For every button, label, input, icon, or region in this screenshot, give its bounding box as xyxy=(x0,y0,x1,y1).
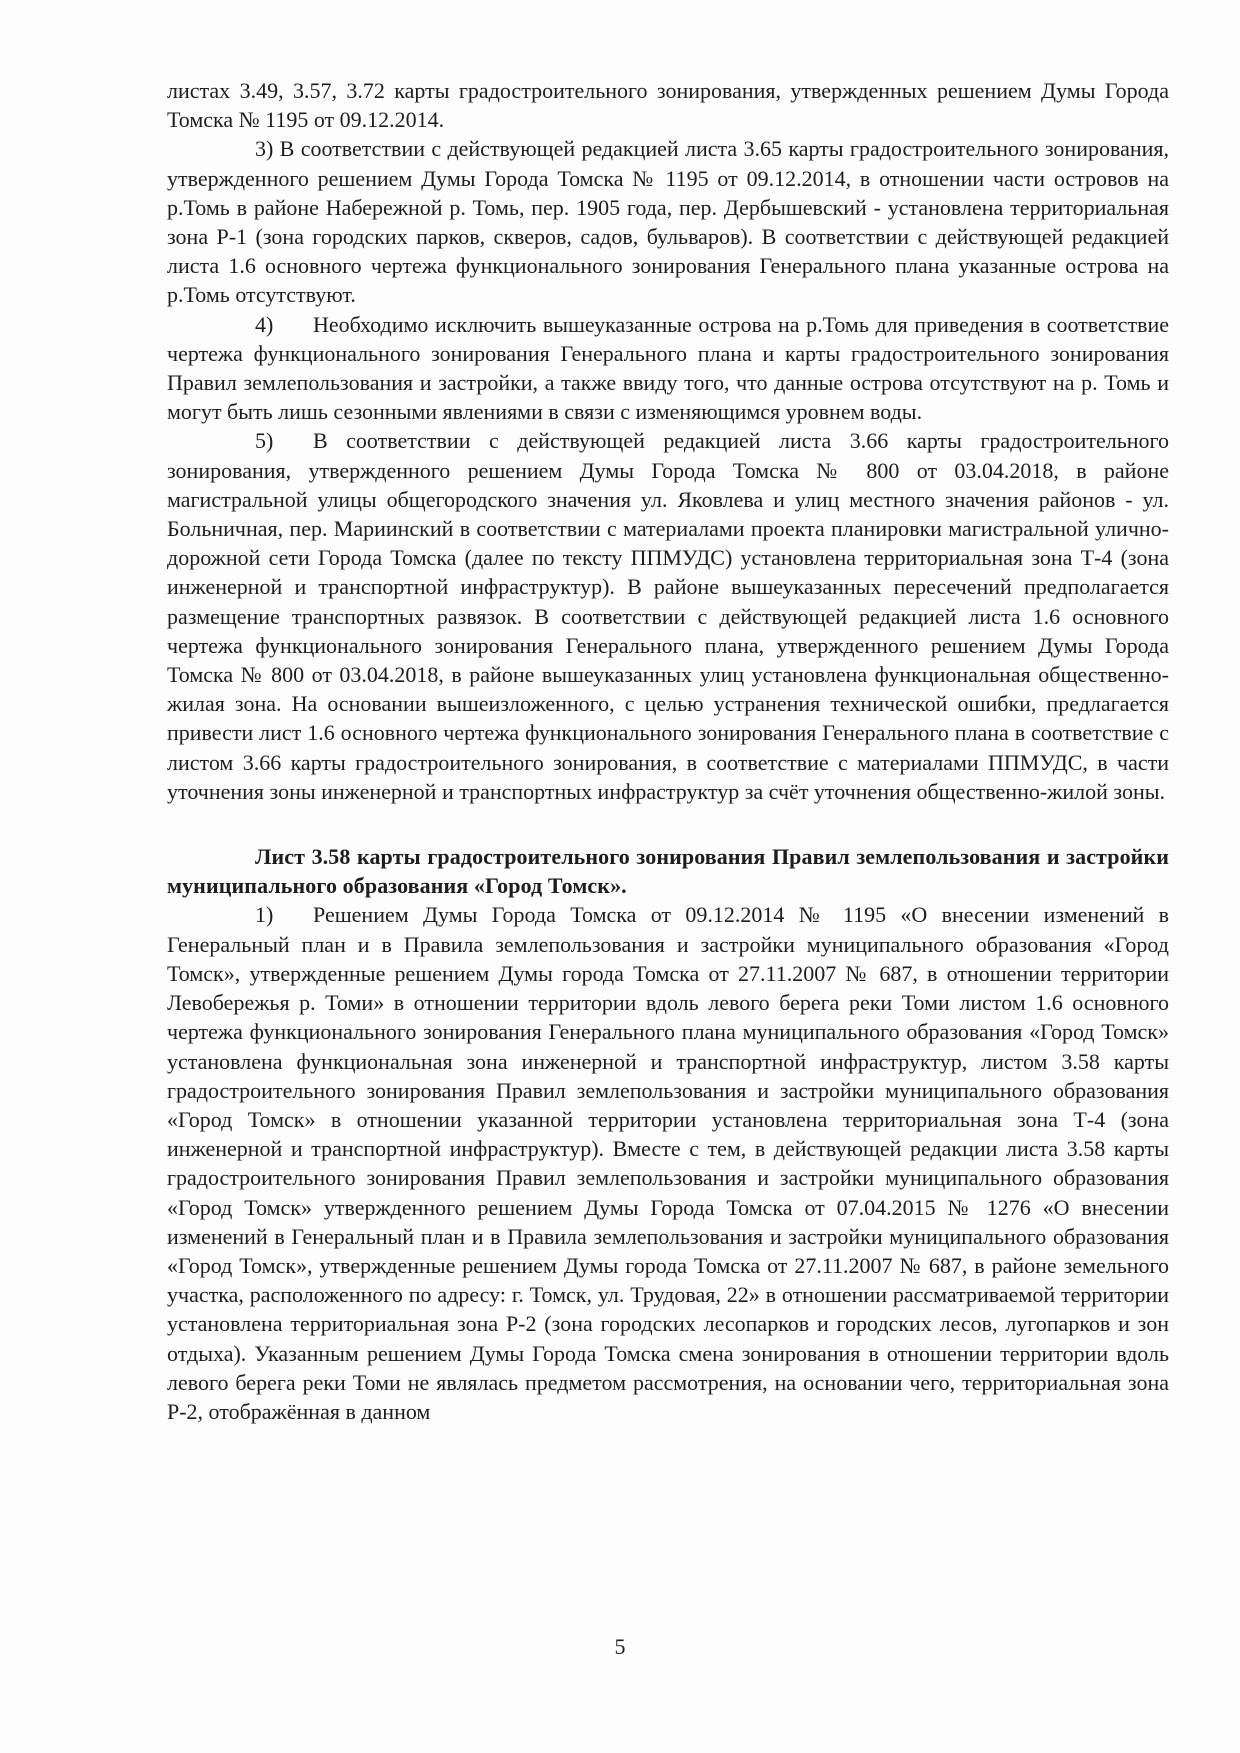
paragraph-item-3: 3) В соответствии с действующей редакцией листа 3.65 карты градостроительного зонирования, утвержденного решением Думы Города Томска № 1195 от 09.12.2014, в отношении части островов на р.Томь в районе Набережной р. Томь, пер. 1905 года, пер. Дербышевский - установлена территориальная зона Р-1 (зона городских парков, скверов, садов, бульваров). В соответствии с действующей редакцией листа 1.6 основного чертежа функционального зонирования Генерального плана указанные острова на р.Томь отсутствуют. xyxy=(167,136,1169,308)
item-text: Решением Думы Города Томска от 09.12.2014 № 1195 «О внесении изменений в Генеральный план и в Правила землепользования и застройки муниципального образования «Город Томск», утвержденные решением Думы города Томска от 27.11.2007 № 687, в отношении территории Левобережья р. Томи» в отношении территории вдоль левого берега реки Томи листом 1.6 основного чертежа функционального зонирования Генерального плана муниципального образования «Город Томск» установлена функциональная зона инженерной и транспортной инфраструктур, листом 3.58 карты градостроительного зонирования Правил землепользования и застройки муниципального образования «Город Томск» в отношении указанной территории установлена территориальная зона Т-4 (зона инженерной и транспортной инфраструктур). Вместе с тем, в действующей редакции листа 3.58 карты градостроительного зонирования Правил землепользования и застройки муниципального образования «Город Томск» утвержденного решением Думы Города Томска от 07.04.2015 № 1276 «О внесении изменений в Генеральный план и в Правила землепользования и застройки муниципального образования «Город Томск», утвержденные решением Думы города Томска от 27.11.2007 № 687, в районе земельного участка, расположенного по адресу: г. Томск, ул. Трудовая, 22» в отношении рассматриваемой территории установлена территориальная зона Р-2 (зона городских лесопарков и городских лесов, лугопарков и зон отдыха). Указанным решением Думы Города Томска смена зонирования в отношении территории вдоль левого берега реки Томи не являлась предметом рассмотрения, на основании чего, территориальная зона Р-2, отображённая в данном xyxy=(167,902,1169,1424)
section-heading: Лист 3.58 карты градостроительного зонирования Правил землепользования и застройки муниципального образования «Город Томск». xyxy=(167,844,1169,899)
item-number: 4) xyxy=(255,311,274,337)
paragraph-item-4 xyxy=(167,310,1169,427)
page-number: 5 xyxy=(614,1634,626,1659)
document-body xyxy=(167,76,1169,1426)
paragraph-item-1 xyxy=(167,900,1169,1426)
item-text: Необходимо исключить вышеуказанные острова на р.Томь для приведения в соответствие чертежа функционального зонирования Генерального плана и карты градостроительного зонирования Правил землепользования и застройки, а также ввиду того, что данные острова отсутствуют на р. Томь и могут быть лишь сезонными явлениями в связи с изменяющимся уровнем воды. xyxy=(167,311,1169,425)
paragraph-item-5 xyxy=(167,426,1169,806)
item-text: В соответствии с действующей редакцией листа 3.66 карты градостроительного зонирования, утвержденного решением Думы Города Томска № 800 от 03.04.2018, в районе магистральной улицы общегородского значения ул. Яковлева и улиц местного значения районов - ул. Больничная, пер. Мариинский в соответствии с материалами проекта планировки магистральной улично-дорожной сети Города Томска (далее по тексту ППМУДС) установлена территориальная зона Т-4 (зона инженерной и транспортной инфраструктур). В районе вышеуказанных пересечений предполагается размещение транспортных развязок. В соответствии с действующей редакцией листа 1.6 основного чертежа функционального зонирования Генерального плана, утвержденного решением Думы Города Томска № 800 от 03.04.2018, в районе вышеуказанных улиц установлена функциональная общественно-жилая зона. На основании вышеизложенного, с целью устранения технической ошибки, предлагается привести лист 1.6 основного чертежа функционального зонирования Генерального плана в соответствие с листом 3.66 карты градостроительного зонирования, в соответствие с материалами ППМУДС, в части уточнения зоны инженерной и транспортных инфраструктур за счёт уточнения общественно-жилой зоны. xyxy=(167,428,1169,804)
item-number: 5) xyxy=(255,428,274,454)
paragraph-continuation: листах 3.49, 3.57, 3.72 карты градостроительного зонирования, утвержденных решением Думы Города Томска № 1195 от 09.12.2014. xyxy=(167,78,1169,133)
item-number: 1) xyxy=(255,902,274,928)
